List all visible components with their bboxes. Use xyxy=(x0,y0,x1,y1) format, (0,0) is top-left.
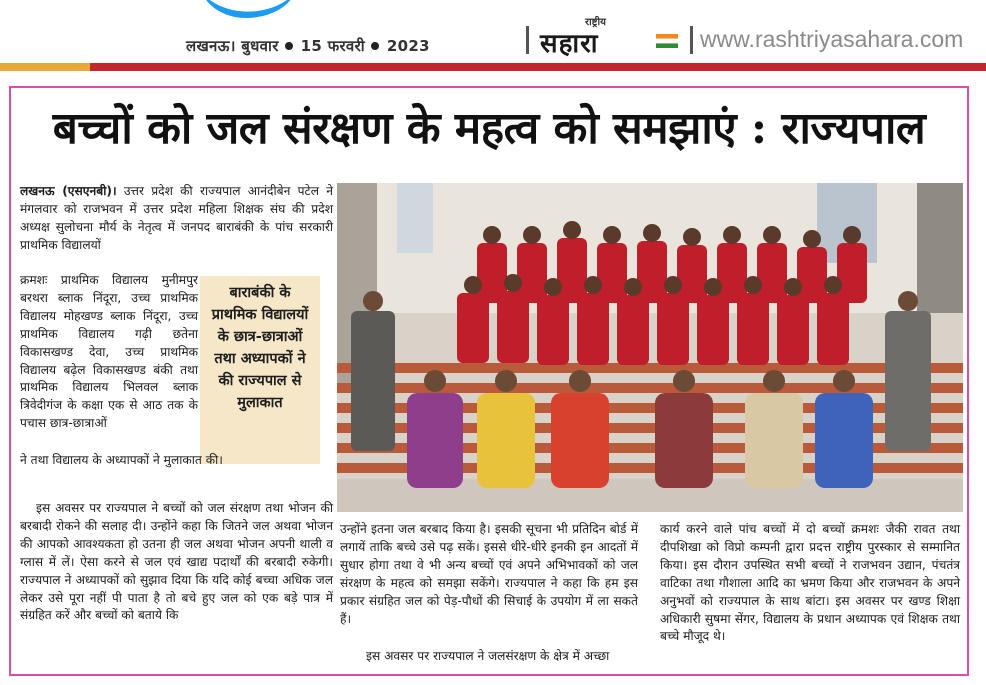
article-byline: लखनऊ (एसएनबी)। xyxy=(20,184,117,198)
group-photo-illustration xyxy=(337,183,963,512)
website-url: www.rashtriyasahara.com xyxy=(700,26,964,52)
article-paragraph-4: इस अवसर पर राज्यपाल ने जलसंरक्षण के क्षेत्र में अच्छा xyxy=(366,649,610,663)
highlight-box: बाराबंकी के प्राथमिक विद्यालयों के छात्र-छात्राओं तथा अध्यापकों ने की राज्यपाल से मुलाकात xyxy=(200,276,320,464)
article-lead-text: उत्तर प्रदेश की राज्यपाल आनंदीबेन पटेल ने मंगलवार को राजभवन में उत्तर प्रदेश महिला शिक्षक संघ की प्रदेश अध्यक्ष सुलोचना मौर्य के नेतृत्व में जनपद बाराबंकी के पांच सरकारी प्राथमिक विद्यालयों xyxy=(20,184,333,252)
masthead-tagline: राष्ट्रीय xyxy=(585,17,606,28)
header-yellow-rule xyxy=(0,63,90,71)
bullet-dot-icon xyxy=(285,42,293,50)
twitter-bird-icon xyxy=(198,0,298,22)
website-divider xyxy=(690,26,693,54)
group-photo xyxy=(337,183,963,512)
article-school-list: क्रमशः प्राथमिक विद्यालय मुनीमपुर बरथरा ब्लाक निंदूरा, उच्च प्राथमिक विद्यालय मोहखण्ड ब्लाक निंदूरा, उच्च प्राथमिक विद्यालय गढ़ी छतेना विकासखण्ड देवा, उच्च प्राथमिक विद्यालय बढ़ेल विकासखण्ड बंकी तथा प्राथमिक विद्यालय भिलवल ब्लाक त्रिवेदीगंज के कक्षा एक से आठ तक के पचास छात्र-छात्राओं xyxy=(20,273,198,431)
newspaper-header xyxy=(0,0,986,70)
dateline-city: लखनऊ xyxy=(186,37,230,55)
article-lead-tail: ने तथा विद्यालय के अध्यापकों ने मुलाकात की। xyxy=(20,453,223,467)
article-headline: बच्चों को जल संरक्षण के महत्व को समझाएं : राज्यपाल xyxy=(52,103,926,154)
masthead-divider xyxy=(526,26,529,54)
article-lead-paragraph xyxy=(20,183,333,255)
tricolor-flag-icon xyxy=(656,34,678,48)
masthead-logo-text: सहारा xyxy=(540,29,599,59)
header-red-rule xyxy=(0,63,986,71)
article-paragraph-5: कार्य करने वाले पांच बच्चों में दो बच्चों क्रमशः जैकी रावत तथा दीपशिखा को विप्रो कम्पनी द्वारा प्रदत्त राष्ट्रीय पुरस्कार से सम्मानित किया। इस दौरान उपस्थित सभी बच्चों ने राजभवन उद्यान, पंचतंत्र वाटिका तथा गौशाला आदि का भ्रमण किया और राजभवन के अपने अनुभवों को राज्यपाल के साथ बांटा। इस अवसर पर खण्ड शिक्षा अधिकारी सुषमा सेंगर, विद्यालय के प्रधान अध्यापक एवं शिक्षक तथा बच्चे मौजूद थे। xyxy=(660,522,960,644)
article-paragraph-2: इस अवसर पर राज्यपाल ने बच्चों को जल संरक्षण तथा भोजन की बरबादी रोकने की सलाह दी। उन्होंने कहा कि जितने जल अथवा भोजन की आपको आवश्यकता हो उतना ही जल अथवा भोजन अपनी थाली व ग्लास में लें। ऐसा करने से जल एवं खाद्य पदार्थों की बरबादी रुकेगी। राज्यपाल ने अध्यापकों को सुझाव दिया कि यदि कोई बच्चा अधिक जल लेकर उसे पूरा नहीं पी पाता है तो बचे हुए जल को एक बड़े पात्र में संग्रहित करें और बच्चों को बताये कि xyxy=(20,501,333,623)
article-paragraph-3: उन्होंने इतना जल बरबाद किया है। इसकी सूचना भी प्रतिदिन बोर्ड में लगायें ताकि बच्चे उसे पढ़ सकें। इससे धीरे-धीरे इनकी इन आदतों में सुधार होगा तथा वे भी अन्य बच्चों एवं अपने अभिभावकों को जल संरक्षण के महत्व को समझा सकेंगे। राज्यपाल ने कहा कि हम इस प्रकार संग्रहित जल को पेड़-पौधों की सिचाई के उपयोग में ला सकते हैं। xyxy=(340,522,638,626)
dateline-date: 15 फरवरी xyxy=(300,37,365,55)
bullet-dot-icon xyxy=(371,42,379,50)
dateline-year: 2023 xyxy=(386,37,430,55)
dateline: लखनऊ। बुधवार 15 फरवरी 2023 xyxy=(186,37,430,55)
dateline-weekday: बुधवार xyxy=(241,37,279,55)
